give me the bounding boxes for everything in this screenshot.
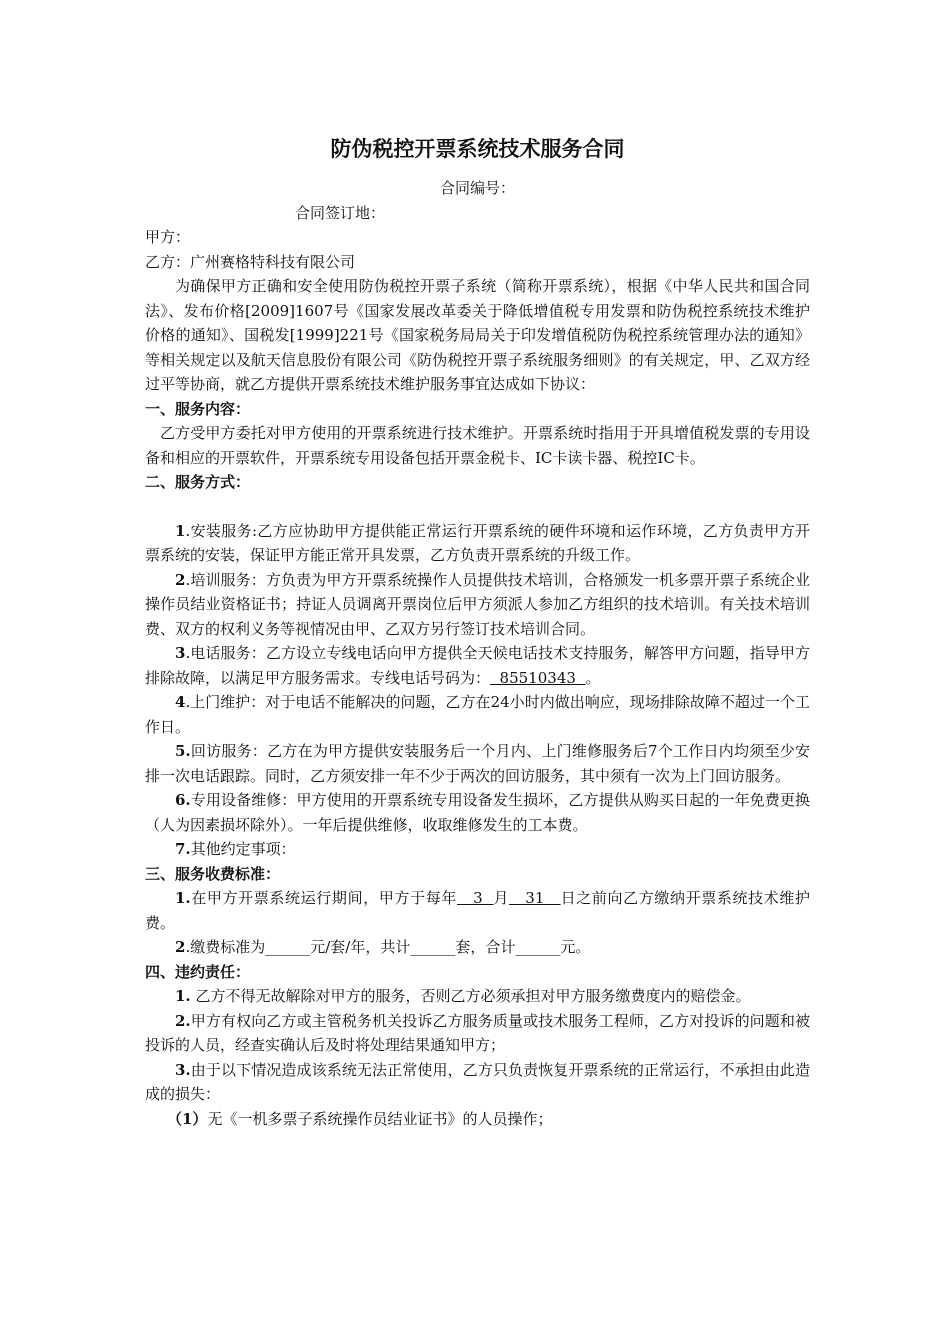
service-item-3	[145, 641, 810, 690]
item-text: 甲方有权向乙方或主管税务机关投诉乙方服务质量或技术服务工程师，乙方对投诉的问题和被投诉的人员，经查实确认后及时将处理结果通知甲方；	[145, 1011, 810, 1054]
document-title: 防伪税控开票系统技术服务合同	[330, 136, 625, 161]
liability-item-3	[145, 1058, 810, 1107]
item-text: 回访服务：乙方在为甲方提供安装服务后一个月内、上门维修服务后7个工作日内均须至少安排一次电话跟踪。同时，乙方须安排一年不少于两次的回访服务，其中须有一次为上门回访服务。	[145, 742, 810, 785]
party-b: 乙方：广州赛格特科技有限公司	[145, 252, 356, 271]
item-number: 2.	[175, 1011, 191, 1030]
item-number: 6.	[175, 791, 191, 809]
section-1-heading: 一、服务内容：	[145, 399, 251, 418]
item-text-end: 。	[585, 668, 601, 687]
service-item-7	[145, 837, 810, 862]
fee-item-2	[145, 935, 810, 960]
fee-item-1	[145, 886, 810, 935]
item-text: .缴费标准为______元/套/年，共计______套，合计______元。	[185, 938, 591, 956]
service-item-4	[145, 690, 810, 739]
item-text: 由于以下情况造成该系统无法正常使用，乙方只负责恢复开票系统的正常运行，不承担由此造成的损失：	[145, 1060, 810, 1103]
item-number: 2	[175, 570, 186, 589]
service-item-2	[145, 568, 810, 642]
section-1-body: 乙方受甲方委托对甲方使用的开票系统进行技术维护。开票系统时指用于开具增值税发票的专用设备和相应的开票软件，开票系统专用设备包括开票金税卡、IC卡读卡器、税控IC卡。	[145, 424, 810, 467]
preamble-paragraph: 为确保甲方正确和安全使用防伪税控开票子系统（简称开票系统），根据《中华人民共和国合同法》、发布价格[2009]1607号《国家发展改革委关于降低增值税专用发票和防伪税控系统技术维护价格的通知》、国税发[1999]221号《国家税务局局关于印发增值税防伪税控系统管理办法的通知》等相关规定以及航天信息股份有限公司《防伪税控开票子系统服务细则》的有关规定，甲、乙双方经过平等协商，就乙方提供开票系统技术维护服务事宜达成如下协议：	[145, 277, 810, 393]
service-item-5	[145, 739, 810, 788]
item-number: （1）	[167, 1109, 208, 1128]
item-text: .上门维护：对于电话不能解决的问题，乙方在24小时内做出响应，现场排除故障不超过一个工作日。	[145, 693, 810, 736]
sign-place-label: 合同签订地：	[295, 203, 386, 222]
item-number: 7.	[175, 840, 191, 858]
item-number: 1.	[175, 889, 191, 907]
item-number: 1	[175, 521, 186, 540]
spacer	[145, 495, 810, 519]
payment-day: 31	[509, 889, 561, 907]
item-number: 1.	[175, 987, 191, 1005]
item-text: .培训服务：方负责为甲方开票系统操作人员提供技术培训，合格颁发一机多票开票子系统企业操作员结业资格证书；持证人员调离开票岗位后甲方须派人参加乙方组织的技术培训。有关技术培训费、双方的权利义务等视情况由甲、乙双方另行签订技术培训合同。	[145, 570, 810, 638]
liability-item-2	[145, 1009, 810, 1058]
hotline-number: 85510343	[490, 668, 586, 687]
item-number: 3.	[175, 1060, 191, 1079]
payment-month: 3	[456, 889, 494, 907]
item-text: 在甲方开票系统运行期间，甲方于每年	[190, 889, 457, 907]
item-text: .电话服务：乙方设立专线电话向甲方提供全天候电话技术支持服务，解答甲方问题，指导甲方排除故障，以满足甲方服务需求。专线电话号码为：	[145, 644, 810, 687]
item-text: .安装服务:乙方应协助甲方提供能正常运行开票系统的硬件环境和运作环境，乙方负责甲方开票系统的安装，保证甲方能正常开具发票，乙方负责开票系统的升级工作。	[145, 521, 810, 564]
item-text: 专用设备维修：甲方使用的开票系统专用设备发生损坏，乙方提供从购买日起的一年免费更换（人为因素损坏除外）。一年后提供维修，收取维修发生的工本费。	[145, 791, 810, 834]
contract-number-label: 合同编号：	[439, 179, 515, 197]
liability-item-1	[145, 984, 810, 1009]
item-text: 月	[493, 889, 510, 907]
item-text: 乙方不得无故解除对甲方的服务，否则乙方必须承担对甲方服务缴费度内的赔偿金。	[190, 987, 751, 1005]
party-a: 甲方：	[145, 228, 191, 246]
section-2-heading: 二、服务方式：	[145, 473, 251, 491]
item-text: 日之前向乙方缴纳开票系统技术维护费。	[145, 889, 810, 932]
item-number: 2	[175, 938, 186, 956]
item-number: 4	[175, 693, 186, 711]
service-item-6	[145, 788, 810, 837]
item-number: 5.	[175, 742, 191, 760]
service-item-1	[145, 519, 810, 568]
item-number: 3	[175, 644, 186, 662]
section-3-heading: 三、服务收费标准：	[145, 864, 281, 883]
contract-page	[145, 134, 810, 1131]
section-4-heading: 四、违约责任：	[145, 962, 251, 981]
liability-subitem-1	[145, 1107, 810, 1132]
item-text: 其他约定事项：	[190, 840, 296, 858]
item-text: 无《一机多票子系统操作员结业证书》的人员操作；	[207, 1109, 553, 1128]
